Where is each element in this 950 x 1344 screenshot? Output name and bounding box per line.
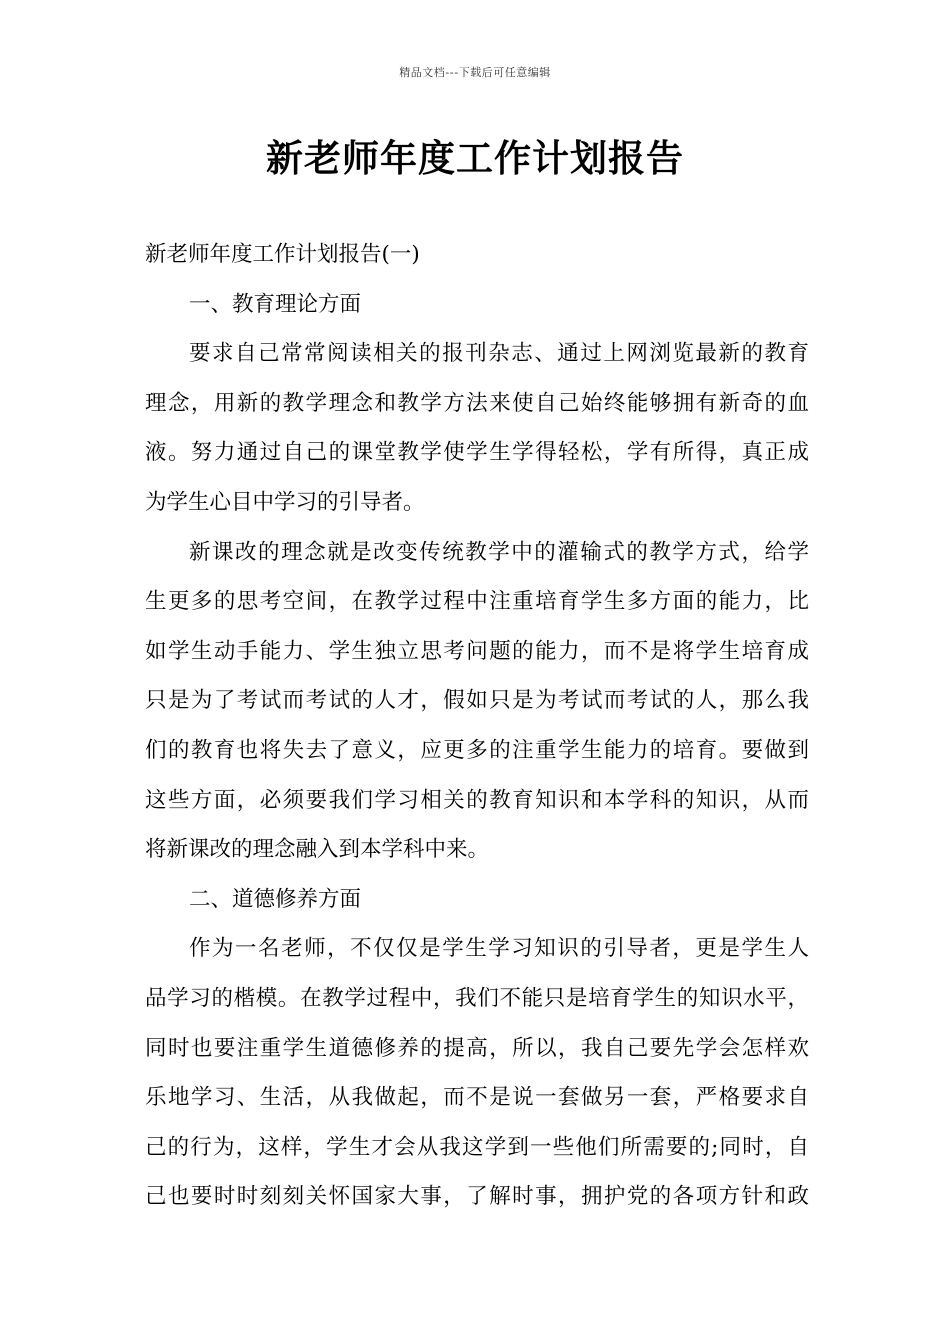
body-line: 新老师年度工作计划报告(一) <box>145 242 420 267</box>
body-line: 己的行为，这样，学生才会从我这学到一些他们所需要的;同时，自 <box>145 1134 809 1160</box>
document-title: 新老师年度工作计划报告 <box>266 136 684 180</box>
body-line: 只是为了考试而考试的人才，假如只是为考试而考试的人，那么我 <box>145 688 809 714</box>
document-body <box>145 230 809 1222</box>
body-line: 同时也要注重学生道德修养的提高，所以，我自己要先学会怎样欢 <box>145 1035 809 1061</box>
body-line: 生更多的思考空间，在教学过程中注重培育学生多方面的能力，比 <box>145 589 809 615</box>
body-line: 品学习的楷模。在教学过程中，我们不能只是培育学生的知识水平， <box>145 985 809 1011</box>
body-line: 新课改的理念就是改变传统教学中的灌输式的教学方式，给学 <box>189 539 809 565</box>
body-line: 己也要时时刻刻关怀国家大事，了解时事，拥护党的各项方针和政 <box>145 1184 809 1210</box>
body-line: 们的教育也将失去了意义，应更多的注重学生能力的培育。要做到 <box>145 737 809 763</box>
body-line: 如学生动手能力、学生独立思考问题的能力，而不是将学生培育成 <box>145 638 809 664</box>
body-line: 将新课改的理念融入到本学科中来。 <box>145 837 490 863</box>
body-line: 这些方面，必须要我们学习相关的教育知识和本学科的知识，从而 <box>145 787 809 813</box>
body-line: 乐地学习、生活，从我做起，而不是说一套做另一套，严格要求自 <box>145 1085 809 1111</box>
body-line: 要求自己常常阅读相关的报刊杂志、通过上网浏览最新的教育 <box>189 341 809 367</box>
header-note: 精品文档---下载后可任意编辑 <box>399 66 551 79</box>
body-line: 作为一名老师，不仅仅是学生学习知识的引导者，更是学生人 <box>189 936 809 962</box>
body-line: 液。努力通过自己的课堂教学使学生学得轻松，学有所得，真正成 <box>145 440 809 466</box>
body-line: 二、道德修养方面 <box>189 886 362 912</box>
body-line: 理念，用新的教学理念和教学方法来使自己始终能够拥有新奇的血 <box>145 390 809 416</box>
body-line: 为学生心目中学习的引导者。 <box>145 489 425 515</box>
body-line: 一、教育理论方面 <box>189 291 362 317</box>
